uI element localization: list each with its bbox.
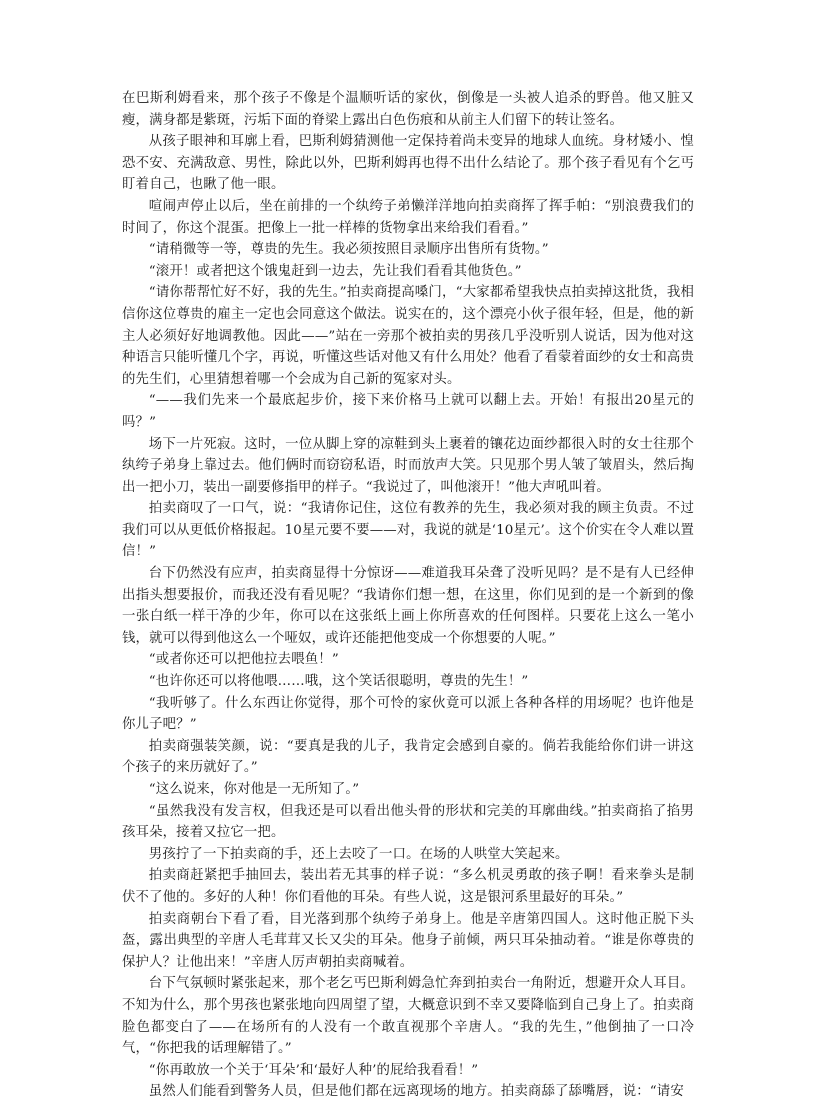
paragraph: 台下仍然没有应声，拍卖商显得十分惊讶——难道我耳朵聋了没听见吗？是不是有人已经伸出指头想要报价，而我还没有看见呢？“我请你们想一想，在这里，你们见到的是一个新到的像一张白纸一样干净的少年，你可以在这张纸上画上你所喜欢的任何图样。只要花上这么一笔小钱，就可以得到他这么一个哑奴，或许还能把他变成一个你想要的人呢。”: [122, 566, 694, 646]
paragraph: “你再敢放一个关于‘耳朵’和‘最好人种’的屁给我看看！”: [148, 1062, 479, 1078]
paragraph: 喧闹声停止以后，坐在前排的一个纨绔子弟懒洋洋地向拍卖商挥了挥手帕：“别浪费我们的时间了，你这个混蛋。把像上一批一样棒的货物拿出来给我们看看。”: [122, 198, 694, 236]
paragraph: 拍卖商强装笑颜，说：“要真是我的儿子，我肯定会感到自豪的。倘若我能给你们讲一讲这个孩子的来历就好了。”: [122, 738, 694, 776]
paragraph: “——我们先来一个最底起步价，接下来价格马上就可以翻上去。开始！有报出20星元的吗？”: [122, 393, 694, 430]
paragraph: “请你帮帮忙好不好，我的先生。”拍卖商提高嗓门，“大家都希望我快点拍卖掉这批货，我相信你这位尊贵的雇主一定也会同意这个做法。说实在的，这个漂亮小伙子很年轻，但是，他的新主人必须好好地调教他。因此——”站在一旁那个被拍卖的男孩几乎没听别人说话，因为他对这种语言只能听懂几个字，再说，听懂这些话对他又有什么用处？他看了看蒙着面纱的女士和高贵的先生们，心里猜想着哪一个会成为自己新的冤家对头。: [122, 285, 694, 387]
paragraph: 拍卖商朝台下看了看，目光落到那个纨绔子弟身上。他是辛唐第四国人。这时他正脱下头盔，露出典型的辛唐人毛茸茸又长又尖的耳朵。他身子前倾，两只耳朵抽动着。“谁是你尊贵的保护人？让他出来！”辛唐人厉声朝拍卖商喊着。: [122, 911, 694, 970]
paragraph: “也许你还可以将他喂……哦，这个笑话很聪明，尊贵的先生！”: [148, 674, 529, 690]
paragraph: 虽然人们能看到警务人员，但是他们都在远离现场的地方。拍卖商舔了舔嘴唇，说：“请安: [148, 1084, 684, 1100]
paragraph: 拍卖商叹了一口气，说：“我请你记住，这位有教养的先生，我必须对我的顾主负责。不过我们可以从更低价格报起。10星元要不要——对，我说的就是‘10星元’。这个价实在令人难以置信！”: [122, 501, 694, 560]
paragraph: 从孩子眼神和耳廓上看，巴斯利姆猜测他一定保持着尚未变异的地球人血统。身材矮小、惶恐不安、充满敌意、男性，除此以外，巴斯利姆再也得不出什么结论了。那个孩子看见有个乞丐盯着自己，也瞅了他一眼。: [122, 134, 694, 193]
paragraph: 在巴斯利姆看来，那个孩子不像是个温顺听话的家伙，倒像是一头被人追杀的野兽。他又脏又瘦，满身都是紫斑，污垢下面的脊梁上露出白色伤痕和从前主人们留下的转让签名。: [122, 91, 694, 128]
paragraph: “虽然我没有发言权，但我还是可以看出他头骨的形状和完美的耳廓曲线。”拍卖商掐了掐男孩耳朵，接着又拉它一把。: [122, 803, 694, 841]
paragraph: “滚开！或者把这个饿鬼赶到一边去，先让我们看看其他货色。”: [148, 263, 522, 279]
paragraph: “我听够了。什么东西让你觉得，那个可怜的家伙竟可以派上各种各样的用场呢？也许他是你儿子吧？”: [122, 695, 694, 733]
paragraph: 拍卖商赶紧把手抽回去，装出若无其事的样子说：“多么机灵勇敢的孩子啊！看来拳头是制伏不了他的。多好的人种！你们看他的耳朵。有些人说，这是银河系里最好的耳朵。”: [122, 868, 694, 905]
document-body: [122, 88, 694, 1103]
paragraph: 场下一片死寂。这时，一位从脚上穿的凉鞋到头上裹着的镶花边面纱都很入时的女士往那个纨绔子弟身上靠过去。他们俩时而窃窃私语，时而放声大笑。只见那个男人皱了皱眉头，然后掏出一把小刀，装出一副要修指甲的样子。“我说过了，叫他滚开！”他大声吼叫着。: [122, 436, 694, 495]
paragraph: “或者你还可以把他拉去喂鱼！”: [148, 652, 339, 668]
paragraph: “这么说来，你对他是一无所知了。”: [148, 782, 360, 797]
paragraph: 台下气氛顿时紧张起来，那个老乞丐巴斯利姆急忙奔到拍卖台一角附近，想避开众人耳目。不知为什么，那个男孩也紧张地向四周望了望，大概意识到不幸又要降临到自己身上了。拍卖商脸色都变白了——在场所有的人没有一个敢直视那个辛唐人。“我的先生，”他倒抽了一口冷气，“你把我的话理解错了。”: [122, 976, 694, 1057]
paragraph: 男孩拧了一下拍卖商的手，还上去咬了一口。在场的人哄堂大笑起来。: [148, 846, 569, 862]
paragraph: “请稍微等一等，尊贵的先生。我必须按照目录顺序出售所有货物。”: [148, 242, 549, 258]
